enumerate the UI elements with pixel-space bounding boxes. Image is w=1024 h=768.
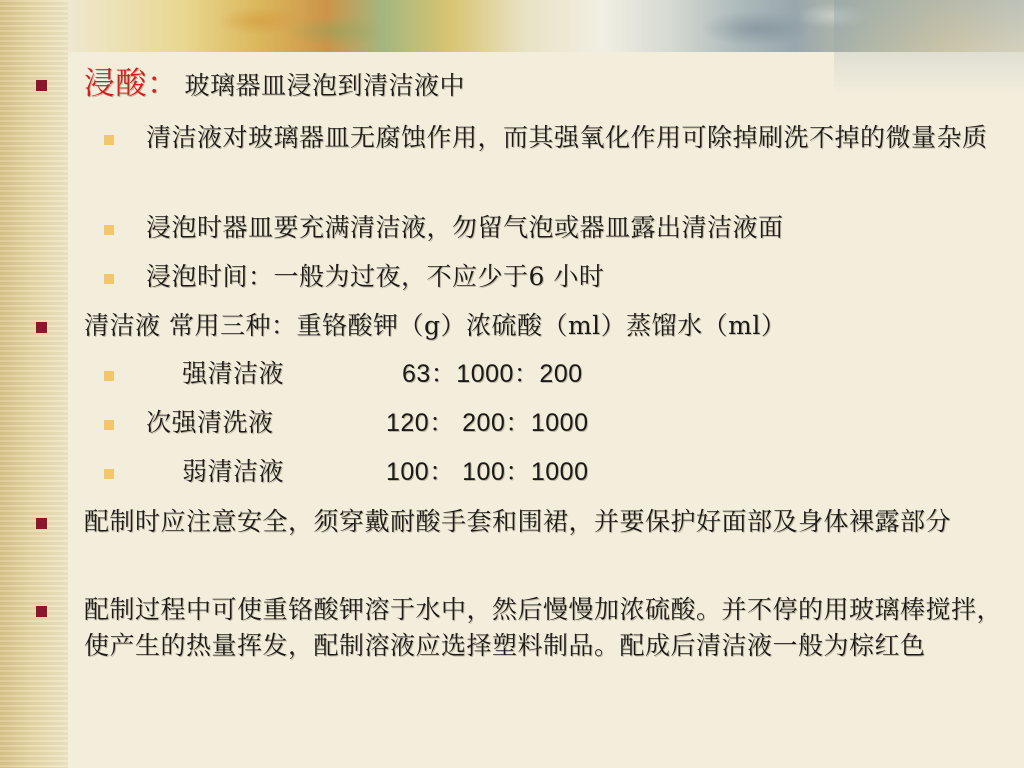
sub-bullet-square-icon xyxy=(104,274,114,284)
solution-ratio: 120： 200：1000 xyxy=(386,409,589,437)
sub-bullet-item: 浸泡时间：一般为过夜，不应少于6 小时 xyxy=(146,262,605,291)
sub-bullet-item: 浸泡时器皿要充满清洁液，勿留气泡或器皿露出清洁液面 xyxy=(146,213,784,242)
solution-ratio: 63：1000：200 xyxy=(402,360,583,388)
sub-bullet-square-icon xyxy=(104,469,114,479)
solution-name: 次强清洗液 xyxy=(146,408,274,437)
bullet-square-icon xyxy=(36,518,47,529)
bullet-square-icon xyxy=(36,322,47,333)
bullet-item: 配制过程中可使重铬酸钾溶于水中，然后慢慢加浓硫酸。并不停的用玻璃棒搅拌，使产生的热量挥发，配制溶液应选择塑料制品。配成后清洁液一般为棕红色 xyxy=(84,595,1003,660)
bullet-item: 清洁液 常用三种：重铬酸钾（g）浓硫酸（ml）蒸馏水（ml） xyxy=(84,311,787,340)
sub-bullet-square-icon xyxy=(104,135,114,145)
sub-bullet-square-icon xyxy=(104,225,114,235)
bullet-text: 玻璃器皿浸泡到清洁液中 xyxy=(184,71,466,100)
solution-name: 强清洁液 xyxy=(182,359,285,388)
bullet-square-icon xyxy=(36,606,47,617)
bullet-item xyxy=(84,66,984,104)
sub-bullet-square-icon xyxy=(104,420,114,430)
bullet-item: 配制时应注意安全，须穿戴耐酸手套和围裙，并要保护好面部及身体裸露部分 xyxy=(84,507,952,536)
bullet-lead: 浸酸： xyxy=(84,66,179,102)
bullet-square-icon xyxy=(36,80,47,91)
sub-bullet-square-icon xyxy=(104,371,114,381)
solution-name: 弱清洁液 xyxy=(182,457,285,486)
solution-ratio: 100： 100：1000 xyxy=(386,458,589,486)
sub-bullet-item: 清洁液对玻璃器皿无腐蚀作用，而其强氧化作用可除掉刷洗不掉的微量杂质 xyxy=(146,123,988,152)
